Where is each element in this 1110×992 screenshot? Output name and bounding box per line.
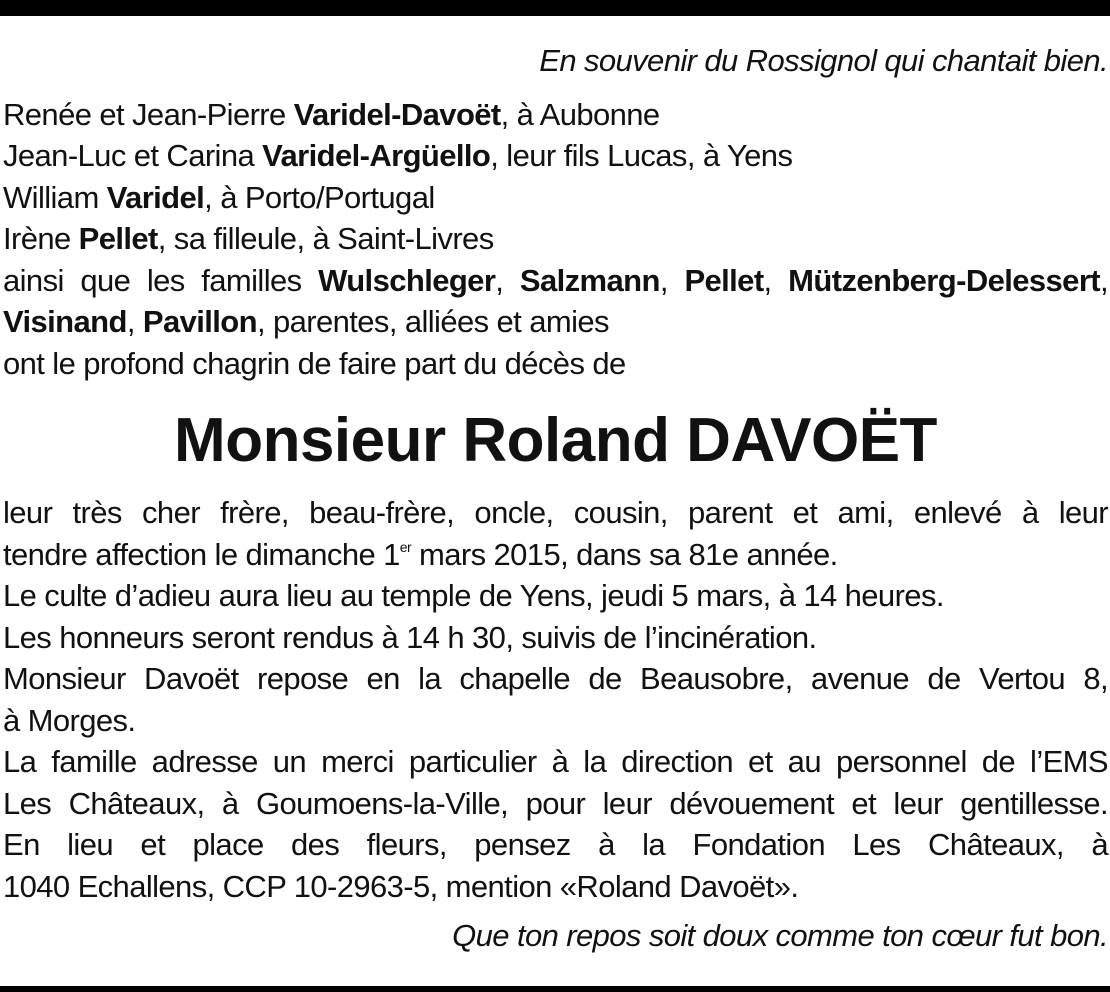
mourner-surname: Pellet xyxy=(78,221,158,256)
ordinal-superscript: er xyxy=(399,538,412,555)
date-prefix: tendre affection le dimanche 1 xyxy=(3,536,400,572)
mourner-line xyxy=(3,94,1108,136)
closing-verse: Que ton repos soit doux comme ton cœur fut bon. xyxy=(452,918,1108,953)
top-border-rule xyxy=(0,0,1110,16)
families-outro: , parentes, alliées et amies xyxy=(256,304,609,339)
service-line: Le culte d’adieu aura lieu au temple de Yens, jeudi 5 mars, à 14 heures. xyxy=(3,578,944,613)
announcement: ont le profond chagrin de faire part du décès de xyxy=(3,345,626,381)
mourner-surname: Varidel-Davoët xyxy=(293,96,501,132)
thanks-line: La famille adresse un merci particulier à la direction et au personnel de l’EMS xyxy=(3,744,1108,779)
relation-line xyxy=(3,534,1108,576)
family-surname: Visinand xyxy=(3,304,127,339)
donation-line: 1040 Echallens, CCP 10-2963-5, mention «Roland Davoët». xyxy=(3,868,799,904)
rest-line: Monsieur Davoët repose en la chapelle de Beausobre, avenue de Vertou 8, xyxy=(3,661,1108,696)
relation-line: leur très cher frère, beau-frère, oncle, cousin, parent et ami, enlevé à leur xyxy=(3,495,1108,530)
family-surname: Pellet xyxy=(684,262,764,298)
families-paragraph xyxy=(3,260,1108,343)
bottom-border-rule xyxy=(0,986,1110,992)
mourner-line xyxy=(3,177,1108,219)
mourner-suffix: , sa filleule, à Saint-Livres xyxy=(157,221,494,256)
obituary-notice xyxy=(3,40,1108,957)
family-surname: Wulschleger xyxy=(318,262,496,298)
families-intro: ainsi que les familles xyxy=(3,262,319,298)
mourner-line xyxy=(3,135,1108,177)
separator: , xyxy=(1100,262,1109,298)
epigraph: En souvenir du Rossignol qui chantait bien. xyxy=(539,43,1108,78)
honours-line: Les honneurs seront rendus à 14 h 30, suivis de l’incinération. xyxy=(3,619,817,655)
mourner-prefix: Jean-Luc et Carina xyxy=(3,138,263,173)
mourner-surname: Varidel-Argüello xyxy=(262,138,491,173)
thanks-line: Les Châteaux, à Goumoens-la-Ville, pour leur dévouement et leur gentillesse. xyxy=(3,785,1108,821)
separator: , xyxy=(495,262,520,298)
deceased-name: Monsieur Roland DAVOËT xyxy=(174,406,937,475)
separator: , xyxy=(659,262,685,298)
family-surname: Salzmann xyxy=(519,262,660,298)
family-surname: Pavillon xyxy=(142,304,257,339)
mourner-line xyxy=(3,218,1108,260)
date-suffix: mars 2015, dans sa 81e année. xyxy=(411,536,838,572)
mourner-suffix: , à Aubonne xyxy=(500,96,660,132)
mourner-prefix: Irène xyxy=(3,221,79,256)
separator: , xyxy=(763,262,789,298)
rest-line: à Morges. xyxy=(3,702,136,738)
donation-line: En lieu et place des fleurs, pensez à la Fondation Les Châteaux, à xyxy=(3,827,1108,862)
mourner-suffix: , leur fils Lucas, à Yens xyxy=(490,138,793,173)
family-surname: Mützenberg-Delessert xyxy=(788,262,1101,298)
mourner-prefix: William xyxy=(3,179,107,215)
mourner-suffix: , à Porto/Portugal xyxy=(204,179,435,215)
mourner-surname: Varidel xyxy=(106,179,205,215)
separator: , xyxy=(126,304,143,339)
mourner-prefix: Renée et Jean-Pierre xyxy=(3,96,294,132)
